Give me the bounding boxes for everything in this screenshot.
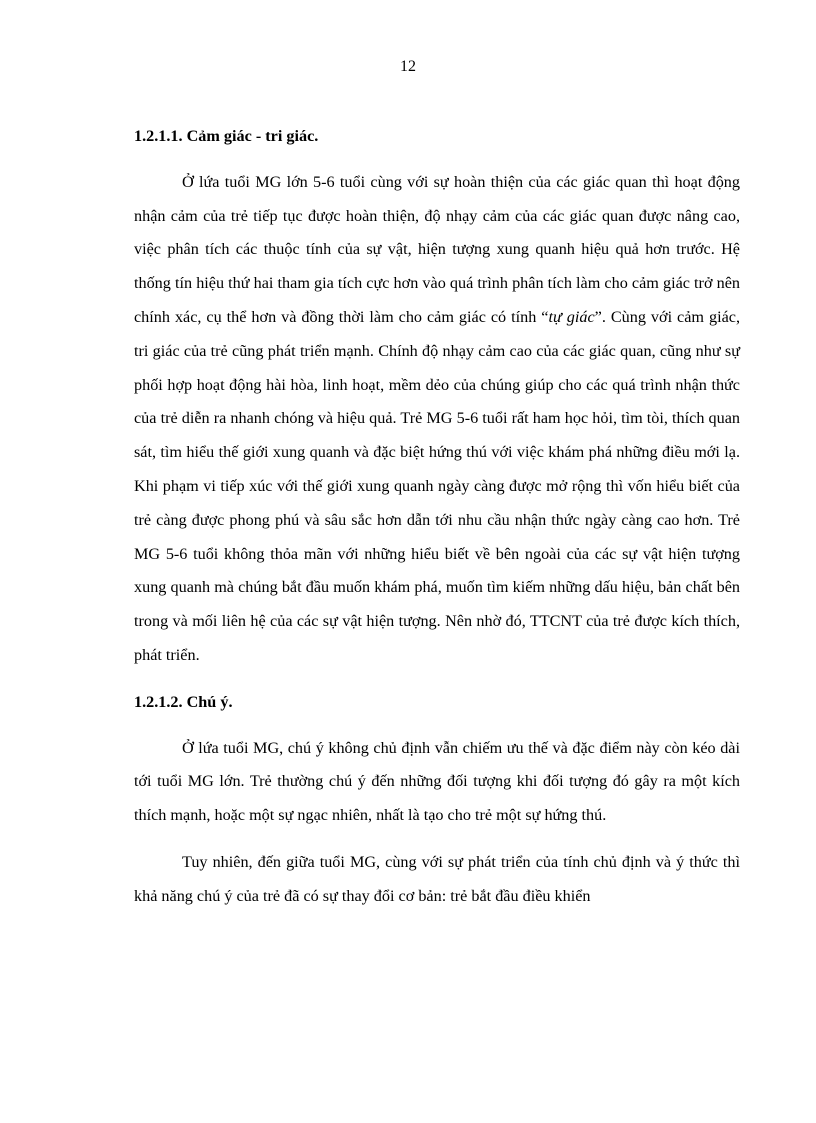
section-heading-chu-y: 1.2.1.2. Chú ý. bbox=[134, 692, 233, 711]
paragraph-text: ”. Cùng với cảm giác, tri giác của trẻ cũng phát triển mạnh. Chính độ nhạy cảm cao của các giác quan, cũng như sự phối hợp hoạt động hài hòa, linh hoạt, mềm dẻo của chúng giúp cho các quá trình nhận thức của trẻ diễn ra nhanh chóng và hiệu quả. Trẻ MG 5-6 tuổi rất ham học hỏi, tìm tòi, thích quan sát, tìm hiểu thế giới xung quanh và đặc biệt hứng thú với việc khám phá những điều mới lạ. Khi phạm vi tiếp xúc với thế giới xung quanh ngày càng được mở rộng thì vốn hiểu biết của trẻ càng được phong phú và sâu sắc hơn dẫn tới nhu cầu nhận thức ngày càng cao hơn. Trẻ MG 5-6 tuổi không thỏa mãn với những hiểu biết về bên ngoài của các sự vật hiện tượng xung quanh mà chúng bắt đầu muốn khám phá, muốn tìm kiếm những dấu hiệu, bản chất bên trong và mối liên hệ của các sự vật hiện tượng. Nên nhờ đó, TTCNT của trẻ được kích thích, phát triển. bbox=[134, 307, 740, 664]
document-body bbox=[134, 120, 740, 914]
paragraph-cam-giac bbox=[134, 166, 740, 673]
paragraph-text: Ở lứa tuổi MG lớn 5-6 tuổi cùng với sự hoàn thiện của các giác quan thì hoạt động nhận cảm của trẻ tiếp tục được hoàn thiện, độ nhạy cảm của các giác quan được nâng cao, việc phân tích các thuộc tính của sự vật, hiện tượng xung quanh hiệu quả hơn trước. Hệ thống tín hiệu thứ hai tham gia tích cực hơn vào quá trình phân tích làm cho cảm giác trở nên chính xác, cụ thể hơn và đồng thời làm cho cảm giác có tính “ bbox=[134, 172, 740, 326]
page-number: 12 bbox=[400, 58, 416, 75]
paragraph-chu-y-2: Tuy nhiên, đến giữa tuổi MG, cùng với sự phát triển của tính chủ định và ý thức thì khả năng chú ý của trẻ đã có sự thay đổi cơ bản: trẻ bắt đầu điều khiển bbox=[134, 852, 740, 905]
italic-term: tự giác bbox=[548, 307, 595, 326]
paragraph-chu-y-1: Ở lứa tuổi MG, chú ý không chủ định vẫn chiếm ưu thế và đặc điểm này còn kéo dài tới tuổi MG lớn. Trẻ thường chú ý đến những đối tượng khi đối tượng đó gây ra một kích thích mạnh, hoặc một sự ngạc nhiên, nhất là tạo cho trẻ một sự hứng thú. bbox=[134, 738, 740, 825]
section-heading-cam-giac: 1.2.1.1. Cảm giác - tri giác. bbox=[134, 127, 319, 145]
